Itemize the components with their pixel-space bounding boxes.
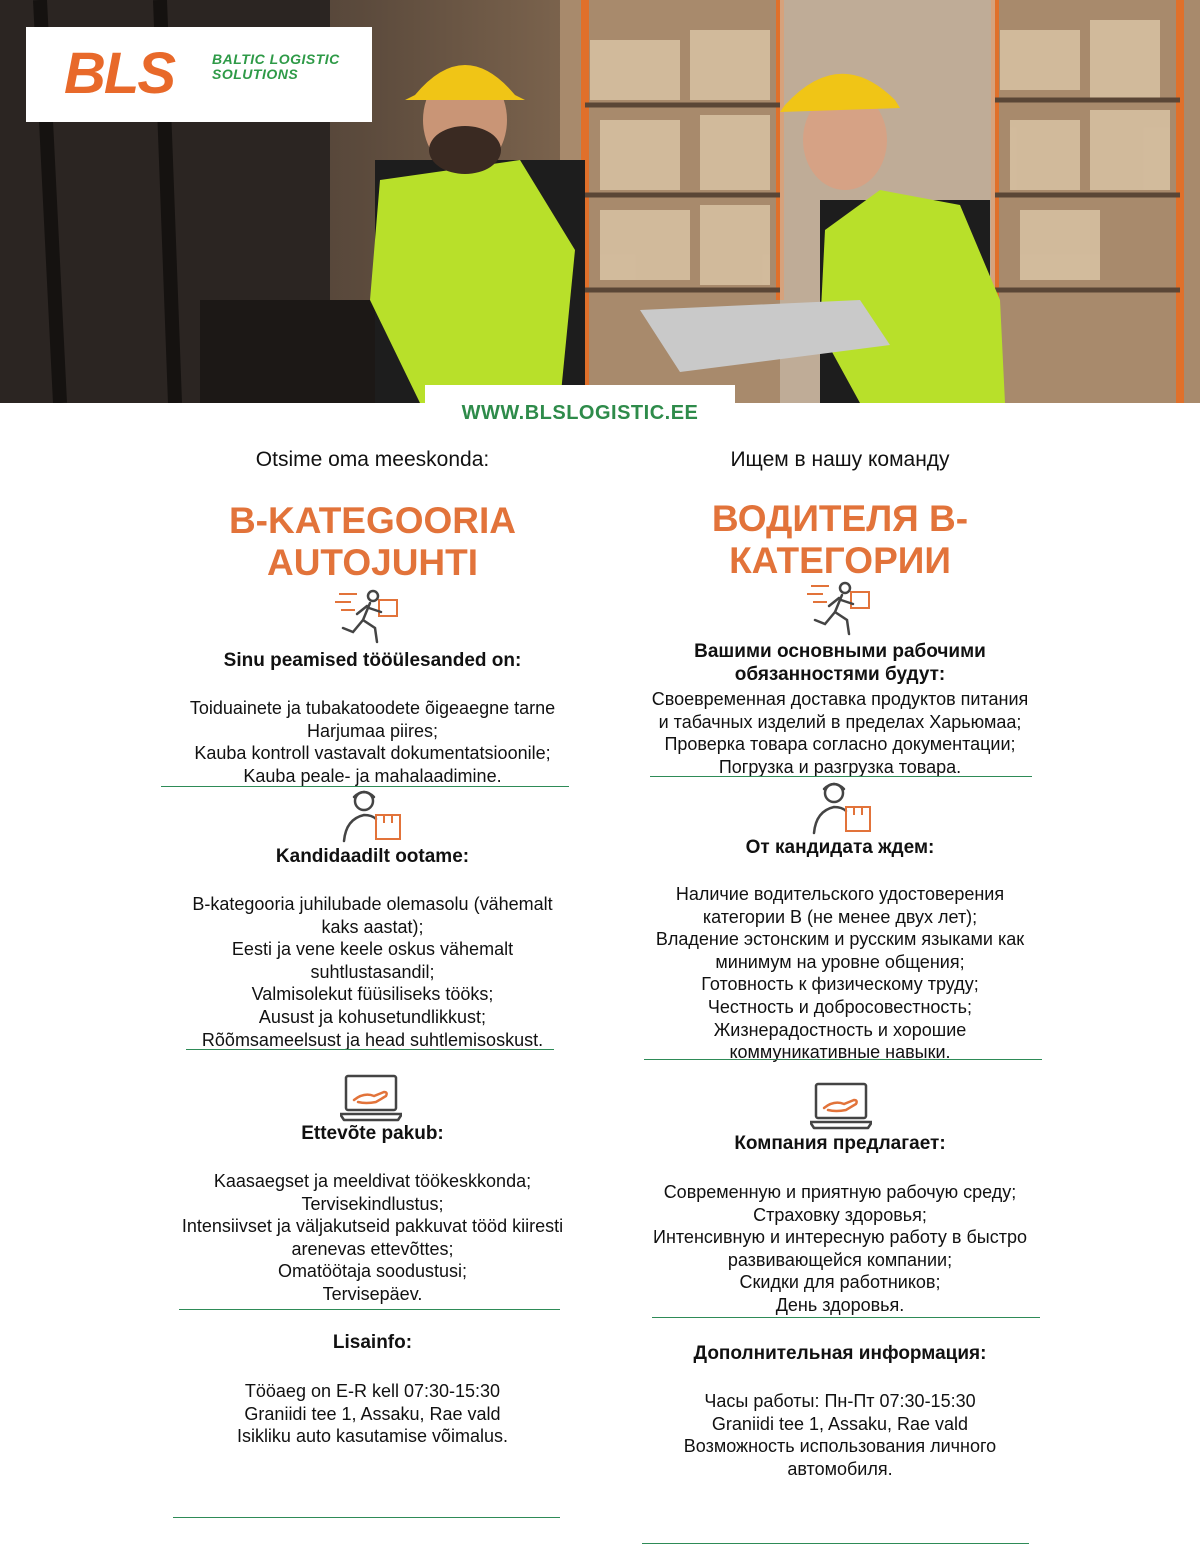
info-heading: Дополнительная информация: [693, 1343, 987, 1364]
job-title: B-KATEGOORIA AUTOJUHTI [228, 500, 517, 583]
expect-text: B-kategooria juhilubade olemasolu (vähemalt kaks aastat); Eesti ja vene keele oskus vähemalt suhtlustasandil; Valmisolekut füüsiliseks tööks; Ausust ja kohusetundlikkust; Rõõmsameelsust ja head suhtlemisoskust. [192, 894, 553, 1050]
logo-line-1: BALTIC LOGISTIC [212, 51, 340, 67]
divider [652, 1317, 1040, 1318]
expect-heading: От кандидата ждем: [745, 837, 935, 858]
divider [642, 1543, 1029, 1544]
duties-text: Toiduainete ja tubakatoodete õigeaegne tarne Harjumaa piires; Kauba kontroll vastavalt dokumentatsioonile; Kauba peale- ja mahalaadimine. [189, 698, 556, 786]
expect-heading: Kandidaadilt ootame: [275, 846, 470, 867]
duties-text: Своевременная доставка продуктов питания и табачных изделий в пределах Харьюмаа; Проверка товара согласно документации; Погрузка и разгрузка товара. [651, 689, 1029, 777]
offer-text: Kaasaegset ja meeldivat töökeskkonda; Tervisekindlustus; Intensiivset ja väljakutseid pakkuvat tööd kiiresti arenevas ettevõttes; Omatöötaja soodustusi; Tervisepäev. [181, 1171, 564, 1304]
duties-heading: Вашими основными рабочими обязанностями будут: [694, 641, 986, 685]
offer-text: Современную и приятную рабочую среду; Страховку здоровья; Интенсивную и интересную работу в быстро развивающейся компании; Скидки для работников; День здоровья. [653, 1182, 1027, 1315]
job-title: ВОДИТЕЛЯ В- КАТЕГОРИИ [711, 498, 969, 581]
divider [186, 1049, 554, 1050]
courier-running-icon [335, 588, 405, 648]
intro-text: Otsime oma meeskonda: [255, 448, 490, 471]
laptop-hand-icon [810, 1080, 872, 1130]
info-heading: Lisainfo: [332, 1332, 413, 1353]
logo [26, 27, 372, 122]
divider [173, 1517, 560, 1518]
courier-running-icon [807, 580, 877, 640]
intro-text: Ищем в нашу команду [730, 448, 950, 471]
offer-heading: Компания предлагает: [734, 1133, 946, 1154]
offer-heading: Ettevõte pakub: [301, 1123, 444, 1144]
website-box [425, 385, 735, 433]
delivery-person-icon [340, 785, 406, 843]
hero-photo [0, 0, 1200, 403]
delivery-person-icon [810, 777, 876, 835]
logo-mark: BLS [64, 41, 174, 106]
logo-line-2: SOLUTIONS [212, 66, 299, 82]
divider [179, 1309, 560, 1310]
expect-text: Наличие водительского удостоверения категории В (не менее двух лет); Владение эстонским и русским языками как минимум на уровне общения; Готовность к физическому труду; Честность и добросовестность; Жизнерадостность и хорошие коммуникативные навыки. [655, 884, 1025, 1063]
logo-text [212, 52, 340, 82]
info-text: Tööaeg on E-R kell 07:30-15:30 Graniidi tee 1, Assaku, Rae vald Isikliku auto kasutamise võimalus. [236, 1381, 509, 1447]
website-link[interactable]: WWW.BLSLOGISTIC.EE [461, 402, 699, 424]
info-text: Часы работы: Пн-Пт 07:30-15:30 Graniidi tee 1, Assaku, Rae vald Возможность использования личного автомобиля. [683, 1391, 997, 1479]
duties-heading: Sinu peamised tööülesanded on: [223, 650, 522, 671]
laptop-hand-icon [340, 1072, 402, 1122]
divider [644, 1059, 1042, 1060]
